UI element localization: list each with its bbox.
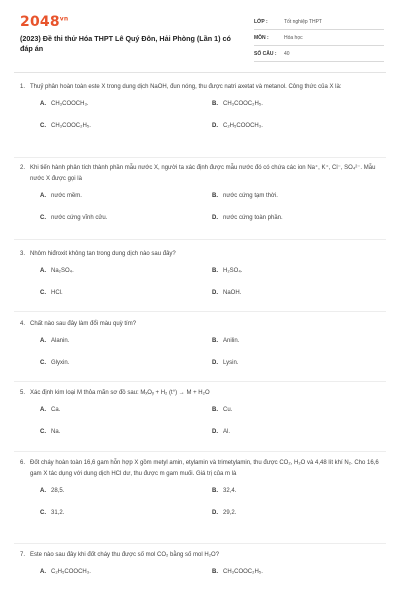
answer-options bbox=[20, 480, 390, 524]
question-number: 5. bbox=[20, 390, 26, 396]
answer-options bbox=[20, 561, 390, 600]
question-text: Xác định kim loại M thỏa mãn sơ đồ sau: MₓOᵧ + H₂ (t°) → M + H₂O bbox=[30, 390, 210, 396]
option-a[interactable]: A. 28,5. bbox=[40, 488, 65, 494]
meta-value: 40 bbox=[284, 51, 290, 57]
question-text: Khi tiến hành phân tích thành phần mẫu nước X, người ta xác định được mẫu nước đó có chứa các ion Na⁺, K⁺, Cl⁻, SO₄²⁻. Mẫu nước X được gọi là bbox=[30, 165, 376, 182]
option-d[interactable]: D. C₂H₅COOCH₃. bbox=[212, 123, 263, 129]
answer-options bbox=[20, 330, 390, 374]
question-number: 4. bbox=[20, 321, 26, 327]
meta-value: Tốt nghiệp THPT bbox=[284, 19, 322, 25]
question-number: 6. bbox=[20, 460, 26, 466]
option-b[interactable]: B. 32,4. bbox=[212, 488, 237, 494]
option-d[interactable]: D. 29,2. bbox=[212, 510, 237, 516]
question-5 bbox=[20, 388, 390, 443]
question-4 bbox=[20, 319, 390, 374]
question-separator bbox=[14, 239, 386, 240]
option-b[interactable]: B. Cu. bbox=[212, 407, 233, 413]
option-c[interactable]: C. CH₃COOC₂H₅. bbox=[40, 123, 91, 129]
header-divider bbox=[14, 72, 386, 73]
option-a[interactable]: A. C₂H₅COOCH₃. bbox=[40, 569, 91, 575]
option-a[interactable]: A. nước mềm. bbox=[40, 193, 82, 199]
question-separator bbox=[14, 311, 386, 312]
page-header bbox=[0, 0, 400, 72]
question-text: Este nào sau đây khi đốt cháy thu được số mol CO₂ bằng số mol H₂O? bbox=[30, 552, 220, 558]
site-logo[interactable]: $2048^{vn}$ bbox=[20, 14, 69, 30]
option-c[interactable]: C. 31,2. bbox=[40, 510, 65, 516]
meta-key: SỐ CÂU : bbox=[254, 51, 277, 57]
question-6 bbox=[20, 458, 390, 524]
option-d[interactable]: D. nước cứng toàn phần. bbox=[212, 215, 283, 221]
question-number: 2. bbox=[20, 165, 26, 171]
option-b[interactable]: B. H₂SO₄. bbox=[212, 268, 243, 274]
option-d[interactable]: D. Al. bbox=[212, 429, 231, 435]
exam-meta bbox=[254, 14, 384, 62]
option-a[interactable]: A. Na₂SO₄. bbox=[40, 268, 74, 274]
question-7 bbox=[20, 550, 390, 600]
question-number: 1. bbox=[20, 84, 26, 90]
option-a[interactable]: A. CH₃COOCH₃. bbox=[40, 101, 89, 107]
answer-options bbox=[20, 185, 390, 229]
option-c[interactable]: C. nước cứng vĩnh cửu. bbox=[40, 215, 108, 221]
exam-title: (2023) Đề thi thử Hóa THPT Lê Quý Đôn, Hải Phòng (Lần 1) có đáp án bbox=[20, 34, 231, 53]
question-separator bbox=[14, 451, 386, 452]
option-c[interactable]: C. HCl. bbox=[40, 290, 63, 296]
meta-key: MÔN : bbox=[254, 35, 269, 41]
meta-row-class bbox=[254, 14, 384, 30]
option-b[interactable]: B. nước cứng tạm thời. bbox=[212, 193, 278, 199]
answer-options bbox=[20, 260, 390, 304]
option-a[interactable]: A. Alanin. bbox=[40, 338, 70, 344]
meta-row-count bbox=[254, 46, 384, 62]
option-d[interactable]: D. Lysin. bbox=[212, 360, 239, 366]
question-text: Thuỷ phân hoàn toàn este X trong dung dịch NaOH, đun nóng, thu được natri axetat và metanol. Công thức của X là: bbox=[30, 84, 342, 90]
question-separator bbox=[14, 543, 386, 544]
answer-options bbox=[20, 93, 390, 137]
question-text: Đốt cháy hoàn toàn 16,6 gam hỗn hợp X gồm metyl amin, etylamin và trimetylamin, thu được CO₂, H₂O và 4,48 lít khí N₂. Cho 16,6 gam X tác dụng với dung dịch HCl dư, thu được m gam muối. Giá trị của m là bbox=[30, 460, 379, 477]
question-number: 7. bbox=[20, 552, 26, 558]
question-separator bbox=[14, 381, 386, 382]
option-b[interactable]: B. CH₃COOC₂H₅. bbox=[212, 101, 263, 107]
option-a[interactable]: A. Ca. bbox=[40, 407, 61, 413]
question-separator bbox=[14, 157, 386, 158]
question-text: Chất nào sau đây làm đổi màu quỳ tím? bbox=[30, 321, 137, 327]
question-number: 3. bbox=[20, 251, 26, 257]
answer-options bbox=[20, 399, 390, 443]
option-c[interactable]: C. Na. bbox=[40, 429, 61, 435]
option-b[interactable]: B. Anilin. bbox=[212, 338, 240, 344]
question-3 bbox=[20, 249, 390, 304]
option-d[interactable]: D. NaOH. bbox=[212, 290, 242, 296]
question-2 bbox=[20, 163, 390, 229]
meta-key: LỚP : bbox=[254, 19, 268, 25]
question-text: Nhôm hiđroxit không tan trong dung dịch nào sau đây? bbox=[30, 251, 176, 257]
option-c[interactable]: C. Glyxin. bbox=[40, 360, 70, 366]
meta-value: Hóa học bbox=[284, 35, 303, 41]
question-1 bbox=[20, 82, 390, 137]
option-b[interactable]: B. CH₃COOC₂H₅. bbox=[212, 569, 263, 575]
meta-row-subject bbox=[254, 30, 384, 46]
